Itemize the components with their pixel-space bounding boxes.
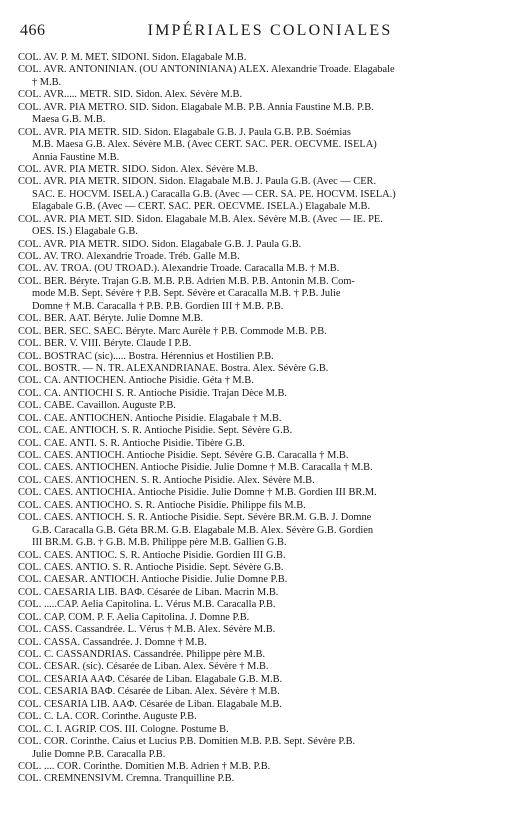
entry-line: COL. AVR. PIA METRO. SID. Sidon. Elagabale M.B. P.B. Annia Faustine M.B. P.B. — [18, 101, 374, 113]
entry-line: COL. CAE. ANTI. S. R. Antioche Pisidie. Tibère G.B. — [18, 437, 245, 449]
entry-line: COL. CESARIA AAΦ. Césarée de Liban. Elagabale G.B. M.B. — [18, 673, 283, 685]
entry-line: COL. CAES. ANTIOCHIA. Antioche Pisidie. Julie Domne † M.B. Gordien III BR.M. — [18, 487, 377, 499]
entry-line: COL. BER. V. VIII. Béryte. Claude I P.B. — [18, 338, 192, 350]
entry-line: COL. AVR. PIA MET. SID. Sidon. Elagabale M.B. Alex. Sévère M.B. (Avec — IE. PE. — [18, 213, 383, 225]
entry-continuation-line: OES. IS.) Elagabale G.B. — [32, 226, 138, 238]
entry-line: COL. BER. Béryte. Trajan G.B. M.B. P.B. Adrien M.B. P.B. Antonin M.B. Com- — [18, 275, 355, 287]
entry-line: COL. AVR. PIA METR. SID. Sidon. Elagabale G.B. J. Paula G.B. P.B. Soémias — [18, 126, 351, 138]
entry-line: COL. C. I. AGRIP. COS. III. Cologne. Postume B. — [18, 723, 229, 735]
entry-continuation-line: III BR.M. G.B. † G.B. M.B. Philippe père M.B. Gallien G.B. — [32, 537, 287, 549]
entry-line: COL. BER. SEC. SAEC. Béryte. Marc Aurèle † P.B. Commode M.B. P.B. — [18, 325, 327, 337]
entry-line: COL. CESARIA LIB. AAΦ. Césarée de Liban. Elagabale M.B. — [18, 698, 282, 710]
entry-line: COL. AVR..... METR. SID. Sidon. Alex. Sévère M.B. — [18, 89, 243, 101]
entry-line: COL. CESAR. (sic). Césarée de Liban. Alex. Sévère † M.B. — [18, 661, 269, 673]
entry-continuation-line: mode M.B. Sept. Sévère † P.B. Sept. Sévère et Caracalla M.B. † P.B. Julie — [32, 288, 341, 300]
entry-line: COL. BOSTRAC (sic)..... Bostra. Hérennius et Hostilien P.B. — [18, 350, 274, 362]
entry-continuation-line: Annia Faustine M.B. — [32, 151, 120, 163]
entry-line: COL. CAES. ANTIOCH. Antioche Pisidie. Sept. Sévère G.B. Caracalla † M.B. — [18, 450, 349, 461]
entry-continuation-line: M.B. Maesa G.B. Alex. Sévère M.B. (Avec CERT. SAC. PER. OECVME. ISELA) — [32, 139, 377, 151]
entry-line: COL. CA. ANTIOCHEN. Antioche Pisidie. Géta † M.B. — [18, 375, 254, 387]
entry-line: COL. COR. Corinthe. Caius et Lucius P.B. Domitien M.B. P.B. Sept. Sévère P.B. — [18, 736, 356, 748]
entry-line: COL. C. LA. COR. Corinthe. Auguste P.B. — [18, 711, 197, 723]
entry-line: COL. AVR. PIA METR. SIDON. Sidon. Elagabale M.B. J. Paula G.B. (Avec — CER. — [18, 176, 377, 188]
entry-line: COL. CAES. ANTIO. S. R. Antioche Pisidie. Sept. Sévère G.B. — [18, 561, 284, 573]
entry-line: COL. CAES. ANTIOCH. S. R. Antioche Pisidie. Sept. Sévère BR.M. G.B. J. Domne — [18, 512, 372, 524]
entry-line: COL. CAES. ANTIOC. S. R. Antioche Pisidie. Gordien III G.B. — [18, 549, 286, 561]
coin-legend-list — [18, 52, 502, 786]
entry-line: COL. CREMNENSIVM. Cremna. Tranquilline P.B. — [18, 773, 235, 785]
entry-line: COL. CAESAR. ANTIOCH. Antioche Pisidie. Julie Domne P.B. — [18, 574, 288, 586]
entry-line: COL. BOSTR. — N. TR. ALEXANDRIANAE. Bostra. Alex. Sévère G.B. — [18, 362, 329, 374]
entry-line: COL. AVR. PIA METR. SIDO. Sidon. Elagabale G.B. J. Paula G.B. — [18, 238, 302, 250]
entry-line: COL. AVR. ANTONINIAN. (OU ANTONINIANA) ALEX. Alexandrie Troade. Elagabale — [18, 64, 395, 76]
entry-continuation-line: Maesa G.B. M.B. — [32, 114, 106, 126]
entry-line: COL. CASS. Cassandrée. L. Vérus † M.B. Alex. Sévère M.B. — [18, 624, 276, 636]
entry-line: COL. CAESARIA LIB. BAΦ. Césarée de Liban. Macrin M.B. — [18, 586, 279, 598]
entry-line: COL. BER. AAT. Béryte. Julie Domne M.B. — [18, 313, 204, 325]
running-title: IMPÉRIALES COLONIALES — [147, 22, 393, 39]
page-number: 466 — [20, 22, 46, 39]
entry-line: COL. AV. TROA. (OU TROAD.). Alexandrie Troade. Caracalla M.B. † M.B. — [18, 263, 340, 275]
entry-line: COL. .... COR. Corinthe. Domitien M.B. Adrien † M.B. P.B. — [18, 760, 271, 772]
page-header — [16, 22, 494, 44]
entry-line: COL. CABE. Cavaillon. Auguste P.B. — [18, 400, 176, 412]
entry-line: COL. CAE. ANTIOCH. S. R. Antioche Pisidie. Sept. Sévère G.B. — [18, 425, 293, 437]
entry-line: COL. CASSA. Cassandrée. J. Domne † M.B. — [18, 636, 207, 648]
entry-line: COL. CAES. ANTIOCHEN. S. R. Antioche Pisidie. Alex. Sévère M.B. — [18, 474, 315, 486]
entry-line: COL. CAES. ANTIOCHO. S. R. Antioche Pisidie. Philippe fils M.B. — [18, 499, 306, 511]
entry-line: COL. C. CASSANDRIAS. Cassandrée. Philippe père M.B. — [18, 649, 266, 660]
entry-line: COL. CAE. ANTIOCHEN. Antioche Pisidie. Elagabale † M.B. — [18, 412, 282, 424]
entry-continuation-line: G.B. Caracalla G.B. Géta BR.M. G.B. Elagabale M.B. Alex. Sévère G.B. Gordien — [32, 524, 374, 536]
entry-line: COL. AVR. PIA METR. SIDO. Sidon. Alex. Sévère M.B. — [18, 163, 258, 175]
entry-line: COL. AV. P. M. MET. SIDONI. Sidon. Elagabale M.B. — [18, 52, 247, 63]
entry-line: COL. AV. TRO. Alexandrie Troade. Tréb. Galle M.B. — [18, 251, 240, 262]
entry-line: COL. CESARIA BAΦ. Césarée de Liban. Alex. Sévère † M.B. — [18, 686, 280, 698]
entry-continuation-line: Julie Domne P.B. Caracalla P.B. — [32, 748, 166, 760]
entry-line: COL. CA. ANTIOCHI S. R. Antioche Pisidie. Trajan Dèce M.B. — [18, 387, 287, 399]
entry-line: COL. .....CAP. Aelia Capitolina. L. Vérus M.B. Caracalla P.B. — [18, 599, 276, 611]
entry-continuation-line: † M.B. — [32, 76, 62, 88]
entry-continuation-line: Domne † M.B. Caracalla † P.B. P.B. Gordien III † M.B. P.B. — [32, 300, 284, 312]
entry-line: COL. CAP. COM. P. F. Aelia Capitolina. J. Domne P.B. — [18, 611, 250, 623]
entry-continuation-line: SAC. E. HOCVM. ISELA.) Caracalla G.B. (Avec — CER. SA. PE. HOCVM. ISELA.) — [32, 188, 396, 200]
entry-line: COL. CAES. ANTIOCHEN. Antioche Pisidie. Julie Domne † M.B. Caracalla † M.B. — [18, 462, 373, 474]
entry-continuation-line: Elagabale G.B. (Avec — CERT. SAC. PER. OECVME. ISELA.) Elagabale M.B. — [32, 201, 371, 213]
